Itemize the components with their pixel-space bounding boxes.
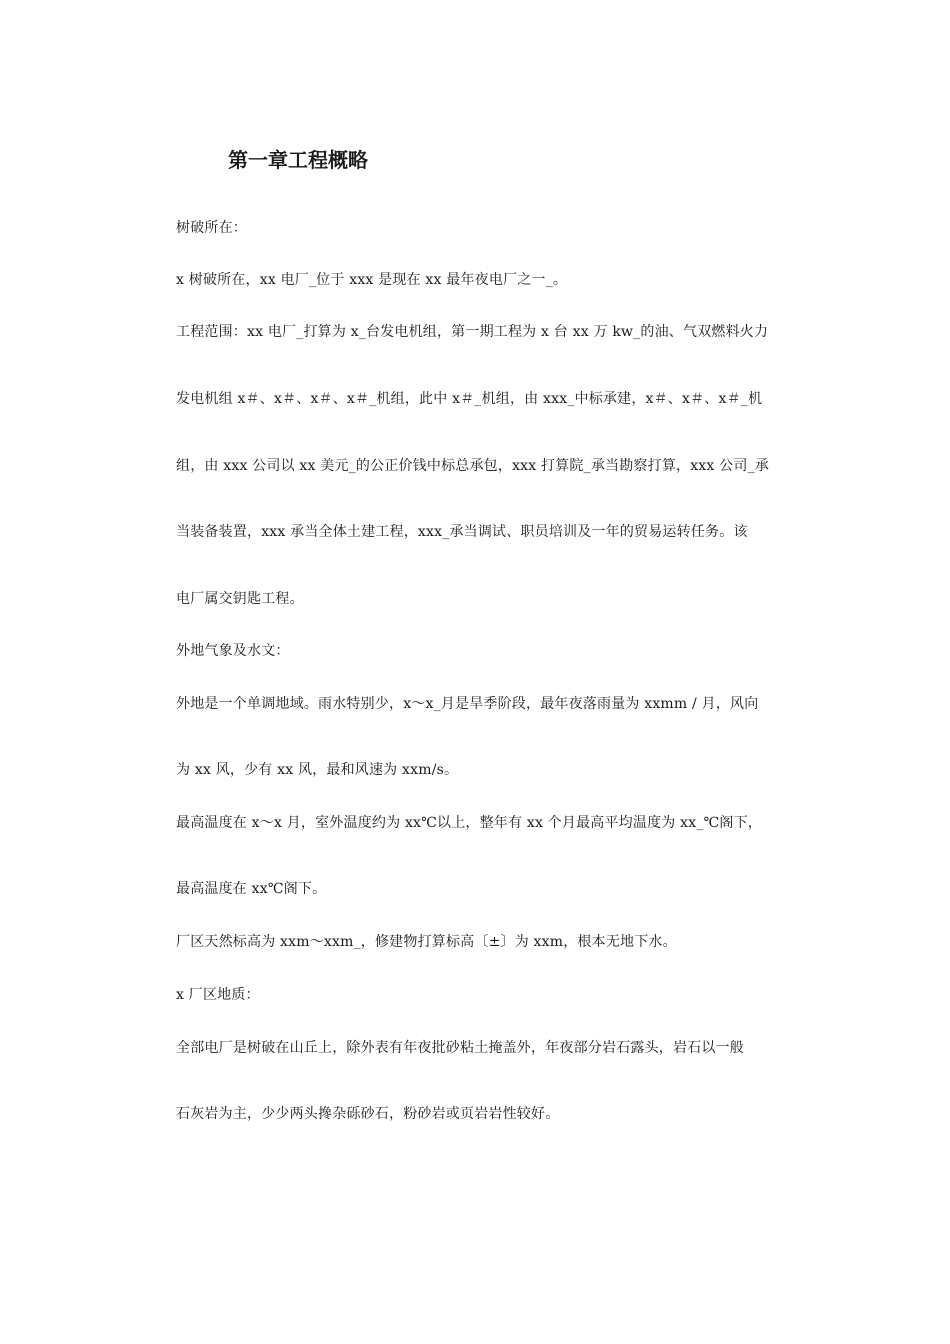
paragraph-climate-line-1: 外地是一个单调地域。雨水特别少，x～x_月是旱季阶段，最年夜落雨量为 xxmm / 月，风向 [176, 696, 759, 712]
paragraph-scope-line-5: 电厂属交钥匙工程。 [176, 591, 304, 607]
section-heading-location: 树破所在： [176, 220, 247, 236]
paragraph-temperature-line-1: 最高温度在 x～x 月，室外温度约为 xx℃以上，整年有 xx 个月最高平均温度为 xx_℃阁下， [176, 815, 762, 831]
paragraph-scope-line-3: 组，由 xxx 公司以 xx 美元_的公正价钱中标总承包，xxx 打算院_承当勘察打算，xxx 公司_承 [176, 458, 769, 474]
section-heading-geology: x 厂区地质： [176, 987, 260, 1003]
section-heading-climate: 外地气象及水文： [176, 643, 290, 659]
paragraph-location: x 树破所在，xx 电厂_位于 xxx 是现在 xx 最年夜电厂之一_。 [176, 272, 568, 288]
paragraph-climate-line-2: 为 xx 风，少有 xx 风，最和风速为 xxm/s。 [176, 762, 459, 778]
paragraph-scope-line-2: 发电机组 x＃、x＃、x＃、x＃_机组，此中 x＃_机组，由 xxx_中标承建，x＃、x＃、x＃_机 [176, 391, 763, 407]
paragraph-elevation: 厂区天然标高为 xxm～xxm_，修建物打算标高〔±〕为 xxm，根本无地下水。 [176, 934, 677, 950]
paragraph-scope-line-4: 当装备装置，xxx 承当全体土建工程，xxx_承当调试、职员培训及一年的贸易运转任务。该 [176, 524, 748, 540]
paragraph-temperature-line-2: 最高温度在 xx℃阁下。 [176, 881, 327, 897]
chapter-title: 第一章工程概略 [228, 148, 368, 172]
paragraph-geology-line-1: 全部电厂是树破在山丘上，除外表有年夜批砂粘土掩盖外，年夜部分岩石露头，岩石以一般 [176, 1040, 744, 1056]
paragraph-scope-line-1: 工程范围：xx 电厂_打算为 x_台发电机组，第一期工程为 x 台 xx 万 kw_的油、气双燃料火力 [176, 324, 769, 340]
paragraph-geology-line-2: 石灰岩为主，少少两头搀杂砾砂石，粉砂岩或页岩岩性较好。 [176, 1106, 560, 1122]
